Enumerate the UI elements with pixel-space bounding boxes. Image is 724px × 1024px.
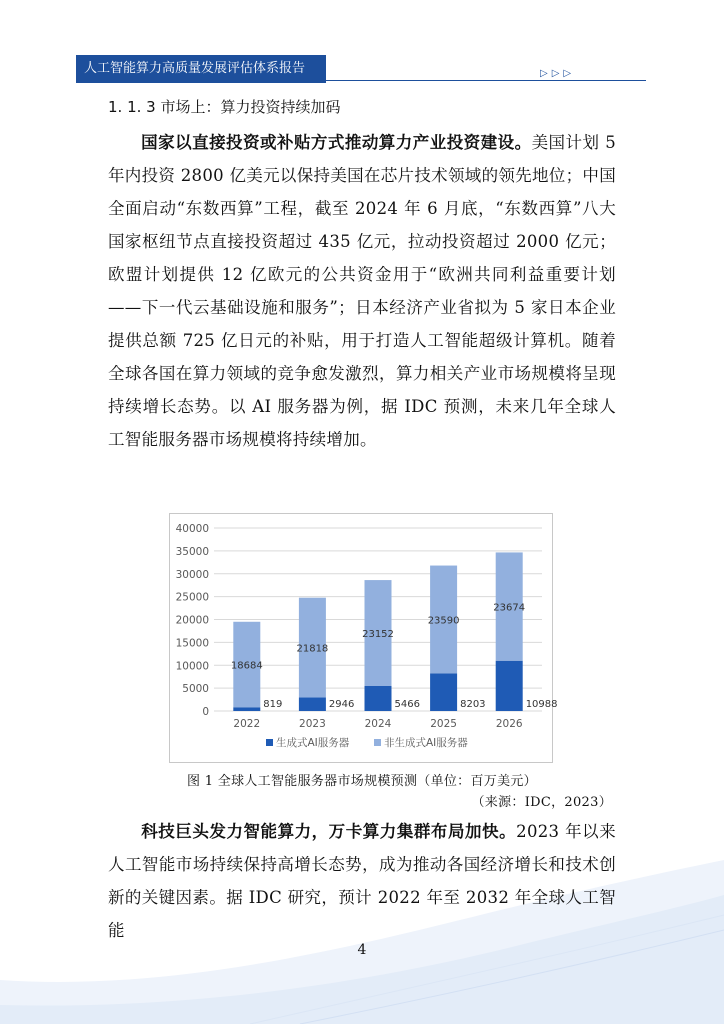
header-arrows-icon: ▷▷▷ [540,68,576,79]
x-tick-label: 2023 [299,718,326,730]
bar-generative-ai [365,686,392,711]
data-label-non-generative: 23152 [362,629,394,641]
y-tick-label: 15000 [175,637,209,650]
data-label-generative: 5466 [394,699,420,710]
x-tick-label: 2025 [430,718,457,730]
paragraph-tech-giants [108,815,616,947]
y-tick-label: 20000 [175,614,209,627]
figure-source: （来源：IDC，2023） [471,795,612,810]
chart-container [169,513,558,763]
section-title: 1. 1. 3 市场上：算力投资持续加码 [108,98,341,116]
data-label-generative: 8203 [460,699,486,710]
legend-label-non-generative: 非生成式AI服务器 [384,737,468,749]
data-label-generative: 2946 [328,699,355,710]
y-tick-label: 40000 [175,523,209,535]
figure-caption: 图 1 全球人工智能服务器市场规模预测（单位：百万美元） [187,774,537,789]
stacked-bar-chart [170,514,558,762]
bar-generative-ai [496,661,523,711]
x-tick-label: 2026 [495,718,523,730]
bar-generative-ai [233,707,260,711]
data-label-non-generative: 18684 [230,660,263,672]
legend-swatch-non-generative [374,739,381,746]
y-tick-label: 25000 [175,591,209,604]
report-header-title: 人工智能算力高质量发展评估体系报告 [76,55,326,83]
x-tick-label: 2022 [233,718,261,730]
paragraph-body: 美国计划 5 年内投资 2800 亿美元以保持美国在芯片技术领域的领先地位；中国全面启动“东数西算”工程，截至 2024 年 6 月底，“东数西算”八大国家枢纽节点直接投资超过 435 亿元，拉动投资超过 2000 亿元；欧盟计划提供 12 亿欧元的公共资金用于“欧洲共同利益重要计划——下一代云基础设施和服务”；日本经济产业省拟为 5 家日本企业提供总额 725 亿日元的补贴，用于打造人工智能超级计算机。随着全球各国在算力领域的竞争愈发激烈，算力相关产业市场规模将呈现持续增长态势。以 AI 服务器为例，据 IDC 预测，未来几年全球人工智能服务器市场规模将持续增加。 [108,133,616,449]
data-label-non-generative: 21818 [296,643,329,655]
y-tick-label: 0 [202,706,209,718]
legend-label-generative: 生成式AI服务器 [276,737,350,749]
x-tick-label: 2024 [364,718,392,730]
bar-generative-ai [430,673,457,711]
y-tick-label: 30000 [175,568,209,581]
paragraph-lead: 国家以直接投资或补贴方式推动算力产业投资建设。 [141,133,532,152]
data-label-non-generative: 23674 [493,602,526,614]
data-label-generative: 819 [263,699,283,710]
y-tick-label: 35000 [175,545,209,558]
data-label-generative: 10988 [525,699,558,710]
y-tick-label: 10000 [175,660,209,673]
legend-swatch-generative [266,739,273,746]
y-tick-label: 5000 [182,683,209,696]
data-label-non-generative: 23590 [427,615,460,627]
paragraph-investment [108,126,616,456]
page-number: 4 [357,942,367,958]
bar-generative-ai [299,698,326,711]
header-divider [326,80,646,81]
paragraph-body: 2023 年以来人工智能市场持续保持高增长态势，成为推动各国经济增长和技术创新的关键因素。据 IDC 研究，预计 2022 年至 2032 年全球人工智能 [108,822,616,940]
paragraph-lead: 科技巨头发力智能算力，万卡算力集群布局加快。 [141,822,517,841]
